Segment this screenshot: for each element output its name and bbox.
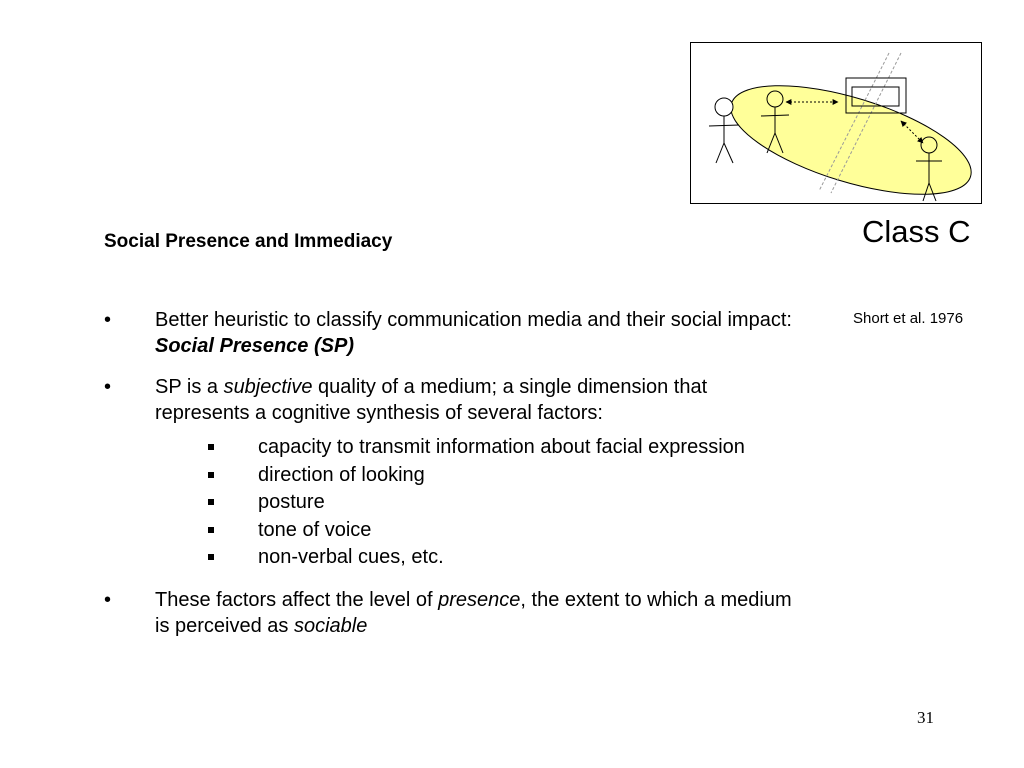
square-bullet-icon xyxy=(208,444,214,450)
bullet-text: quality of a medium; a single dimension that represents a cognitive synthesis of several factors: xyxy=(155,376,708,424)
class-label: Class C xyxy=(862,214,971,249)
bullet-emphasis: Social Presence (SP) xyxy=(155,335,354,357)
slide-body xyxy=(104,307,804,654)
factor-text: tone of voice xyxy=(258,518,372,541)
bullet-text: SP is a xyxy=(155,376,224,398)
bullet-text: Better heuristic to classify communication media and their social impact: xyxy=(155,309,792,331)
class-c-diagram xyxy=(690,42,982,204)
bullet-item xyxy=(104,374,804,572)
bullet-item xyxy=(104,587,804,639)
bullet-emphasis: subjective xyxy=(223,376,313,398)
factor-text: posture xyxy=(258,491,325,513)
page-number: 31 xyxy=(917,708,934,727)
bullet-text: These factors affect the level of xyxy=(155,588,439,611)
square-bullet-icon xyxy=(208,554,214,560)
factor-item xyxy=(155,434,804,462)
factor-item xyxy=(155,544,804,572)
bullet-emphasis: sociable xyxy=(293,614,368,637)
bullet-item xyxy=(104,307,804,359)
factor-text: direction of looking xyxy=(258,463,425,486)
bullet-text: , the extent to which a medium is perceived as xyxy=(155,588,792,637)
slide-title: Social Presence and Immediacy xyxy=(104,231,393,252)
factor-item xyxy=(155,489,804,517)
factor-list xyxy=(155,434,804,572)
bullet-mark: • xyxy=(104,376,112,398)
square-bullet-icon xyxy=(208,527,214,533)
class-c-illustration xyxy=(691,43,981,203)
citation: Short et al. 1976 xyxy=(853,310,964,327)
factor-item xyxy=(155,517,804,545)
bullet-emphasis: presence xyxy=(438,588,521,611)
factor-text: non-verbal cues, etc. xyxy=(258,546,444,568)
factor-text: capacity to transmit information about facial expression xyxy=(258,436,745,458)
square-bullet-icon xyxy=(208,499,214,505)
presence-ellipse xyxy=(719,63,981,203)
bullet-mark: • xyxy=(104,309,112,331)
square-bullet-icon xyxy=(208,472,214,478)
bullet-mark: • xyxy=(104,588,112,611)
factor-item xyxy=(155,462,804,490)
